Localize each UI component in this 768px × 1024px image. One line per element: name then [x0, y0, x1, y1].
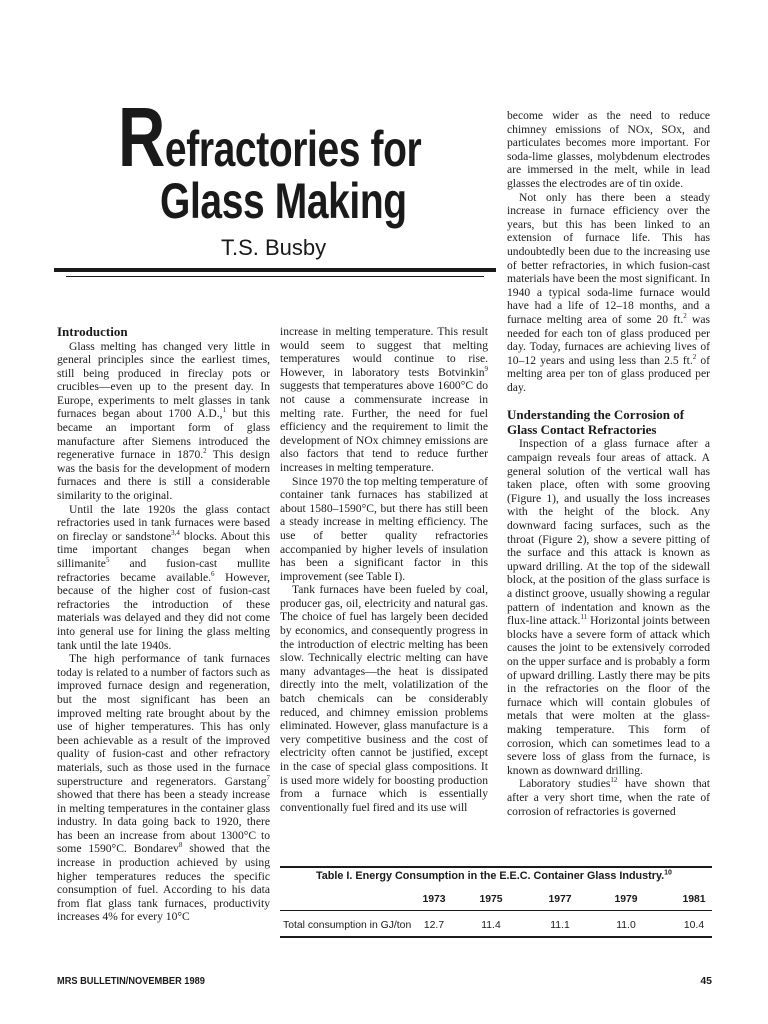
- reference-marker: 5: [105, 556, 110, 565]
- paragraph: Since 1970 the top melting temperature of container tank furnaces has stabilized at about 1580–1590°C, but there has still been a steady increase in melting efficiency. The use of better quality refractories accompanied by higher levels of insulation has been a significant factor in this improvement (see Table I).: [280, 474, 488, 583]
- reference-marker: 11: [580, 613, 588, 622]
- paragraph: become wider as the need to reduce chimney emissions of NOx, SOx, and particulates becomes more important. For soda-lime glasses, molybdenum electrodes are immersed in the melt, while in lead glasses the electrodes are of tin oxide.: [507, 109, 710, 190]
- superscript: 2: [683, 312, 687, 321]
- article-title-line1: [118, 90, 422, 184]
- column-2: [280, 325, 488, 814]
- title-rule-thin: [66, 276, 484, 277]
- reference-marker: 8: [178, 841, 183, 850]
- title-line1-text: efractories for: [164, 121, 422, 177]
- reference-marker: 10: [664, 869, 672, 877]
- table-cell: 11.0: [616, 920, 636, 931]
- title-rule-thick: [54, 268, 496, 272]
- reference-marker: 6: [211, 569, 215, 578]
- table-year-header: 1977: [548, 894, 572, 905]
- table-rule-top: [280, 866, 712, 868]
- table-year-header: 1979: [614, 894, 638, 905]
- table-rule-mid: [280, 910, 712, 911]
- reference-marker: 12: [610, 776, 618, 785]
- table-year-header: 1981: [682, 894, 706, 905]
- paragraph: Inspection of a glass furnace after a campaign reveals four areas of attack. A general solution of the vertical wall has taken place, often with some grooving (Figure 1), and usually the loss increases with the height of the block. Any downward facing surfaces, such as the throat (Figure 2), show a severe pitting of the surface and this attack is known as upward drilling. At the top of the sidewall block, at the position of the glass surface is a distinct groove, usually showing a regular pattern of indentation and known as the flux-line attack.$^{11}$ Horizontal joints between blocks have a severe form of attack which causes the joint to be extensively corroded on the upper surface and is probably a form of upward drilling. Lastly there may be pits in the refractories on the floor of the furnace which will contain globules of metals that were molten at the glass-making temperature. This form of corrosion, which can sometimes lead to a severe loss of glass from the furnace, is known as downward drilling.: [507, 437, 711, 777]
- title-dropcap: R: [118, 90, 165, 184]
- article-title-line2: Glass Making: [160, 173, 407, 229]
- reference-marker: 7: [266, 773, 270, 782]
- table-cell: 10.4: [683, 920, 705, 931]
- table-year-header: 1973: [422, 894, 446, 905]
- table-rule-bottom: [280, 936, 712, 938]
- reference-marker: 2: [203, 447, 207, 456]
- reference-marker: 3,4: [171, 528, 180, 537]
- paragraph: Until the late 1920s the glass contact refractories used in tank furnaces were based on fireclay or sandstone$^{3,4}$ blocks. About this time important changes began when sillimanite$^5$ and fusion-cast mullite refractories became available.$^6$ However, because of the higher cost of fusion-cast refractories the introduction of these materials was delayed and they did not come into general use for lining the glass melting tank until the late 1940s.: [57, 502, 270, 652]
- superscript: 2: [692, 352, 697, 361]
- reference-marker: 9: [484, 364, 488, 373]
- reference-marker: 1: [222, 406, 227, 415]
- table-year-header: 1975: [479, 894, 503, 905]
- table-cell: 11.1: [550, 920, 570, 931]
- corrosion-heading: Understanding the Corrosion of Glass Contact Refractories: [507, 407, 685, 437]
- table-row-label: Total consumption in GJ/ton: [283, 920, 412, 931]
- paragraph: Not only has there been a steady increase in furnace efficiency over the years, but this has been linked to an extension of furnace life. This has undoubtedly been due to the increasing use of better refractories, in which fusion-cast materials have been the most significant. In 1940 a typical soda-lime furnace would have had a life of 12–18 months, and a furnace melting area of some 20 ft.$^2$ was needed for each ton of glass produced per day. Today, furnaces are achieving lives of 10–12 years and using less than 2.5 ft.$^2$ of melting area per ton of glass produced per day.: [507, 190, 710, 394]
- paragraph: Tank furnaces have been fueled by coal, producer gas, oil, electricity and natural gas. The choice of fuel has largely been decided by economics, and consequently progress in the introduction of electric melting has been slow. Technically electric melting can have many advantages—the heat is dissipated directly into the melt, volatilization of the batch chemicals can be considerably reduced, and chimney emission problems eliminated. However, glass manufacture is a very competitive business and the cost of electricity often cannot be justified, except in the case of special glass compositions. It is used more widely for boosting production from a furnace which is essentially conventionally fuel fired and its use will: [280, 583, 488, 814]
- author-name: T.S. Busby: [221, 235, 327, 260]
- paragraph: Laboratory studies$^{12}$ have shown that after a very short time, when the rate of corrosion of refractories is governed: [507, 776, 711, 818]
- page-number: 45: [700, 975, 712, 987]
- paragraph: increase in melting temperature. This result would seem to suggest that melting temperatures would continue to rise. However, in laboratory tests Botvinkin$^9$ suggests that temperatures above 1600°C do not cause a commensurate increase in melting rate. Further, the need for fuel efficiency and the requirement to limit the development of NOx chimney emissions are also factors that tend to reduce further increases in melting temperature.: [280, 325, 488, 474]
- column-3: [507, 109, 710, 818]
- paragraph: The high performance of tank furnaces today is related to a number of factors such as improved furnace design and regeneration, but the most significant has been an improved melting rate brought about by the use of higher temperatures. This has only been achievable as a result of the improved quality of fusion-cast and other refractory materials, such as those used in the furnace superstructure and regenerators. Garstang$^7$ showed that there has been a steady increase in melting temperatures in the container glass industry. In data going back to 1920, there has been an increase from about 1300°C to some 1590°C. Bondarev$^8$ showed that the increase in production achieved by using higher temperatures reduces the specific consumption of fuel. According to his data from flat glass tank furnaces, productivity increases 4% for every 10°C: [57, 652, 270, 924]
- introduction-heading: Introduction: [57, 324, 128, 339]
- journal-footer: MRS BULLETIN/NOVEMBER 1989: [57, 975, 205, 987]
- table-title: Table I. Energy Consumption in the E.E.C. Container Glass Industry.$^{10}$: [316, 869, 672, 882]
- column-1: [57, 325, 270, 924]
- paragraph: Glass melting has changed very little in general principles since the earliest times, still being produced in fireclay pots or crucibles—even up to the present day. In Europe, experiments to melt glasses in tank furnaces began about 1700 A.D.,$^1$ but this became an important form of glass manufacture after Siemens introduced the regenerative furnace in 1870.$^2$ This design was the basis for the development of modern furnaces and there is still a considerable similarity to the original.: [57, 339, 270, 503]
- table-cell: 11.4: [481, 920, 501, 931]
- table-cell: 12.7: [423, 920, 445, 931]
